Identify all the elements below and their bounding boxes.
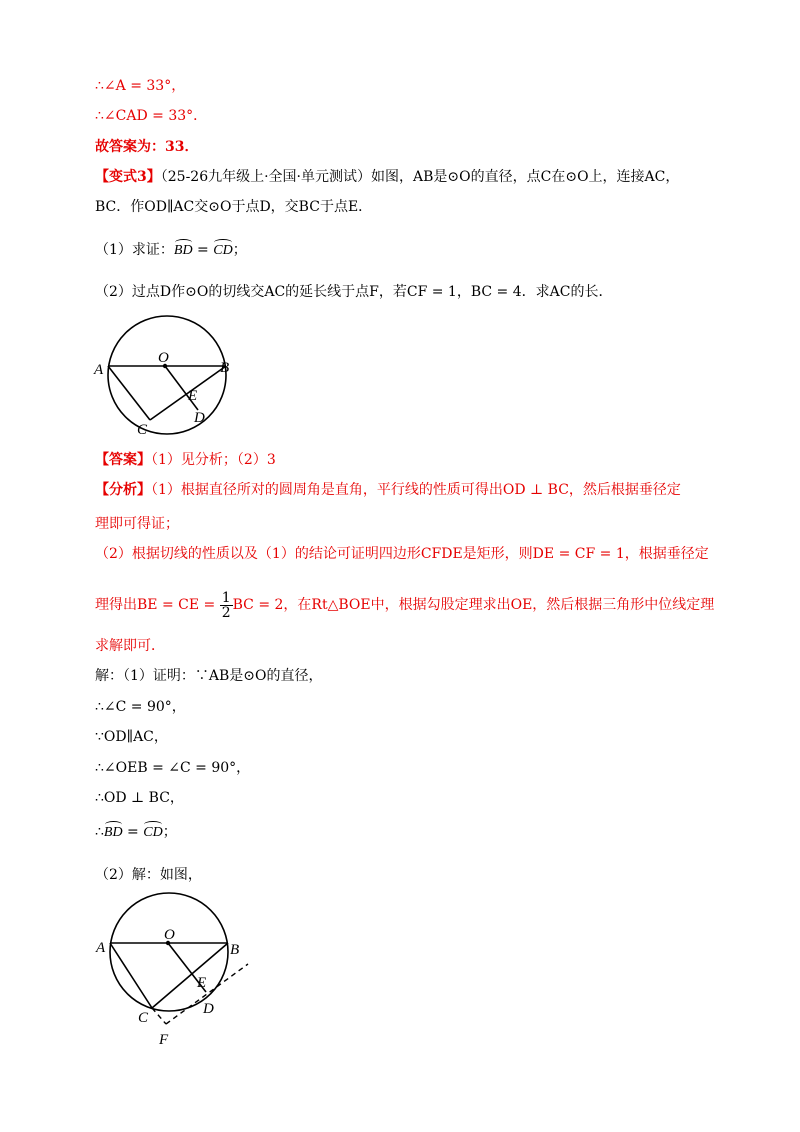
analysis-line-3: （2）根据切线的性质以及（1）的结论可证明四边形CFDE是矩形，则DE = CF = 1，根据垂径定 xyxy=(95,546,709,562)
fraction-one-half xyxy=(220,591,233,620)
figure-1-label-c: C xyxy=(137,422,148,438)
solution-line-3: ∵OD∥AC， xyxy=(95,729,168,745)
arc-cd: CD xyxy=(213,241,232,261)
prev-answer-line: 故答案为：33． xyxy=(95,139,199,155)
question-1-suffix: ； xyxy=(232,242,247,258)
analysis-tag: 【分析】 xyxy=(95,482,151,498)
figure-1-chord-ac xyxy=(108,366,150,420)
question-1-prefix: （1）求证： xyxy=(95,242,174,258)
problem-statement-1: 如图，AB是⊙O的直径，点C在⊙O上，连接AC， xyxy=(371,169,680,185)
figure-2-chord-bc xyxy=(152,943,228,1008)
figure-2-circle-diagram xyxy=(88,892,258,1052)
solution-arc-bd: BD xyxy=(104,823,123,843)
figure-1-label-e: E xyxy=(188,388,198,404)
analysis-text-4-rest: BC = 2，在Rt△BOE中，根据勾股定理求出OE，然后根据三角形中位线定理 xyxy=(232,597,715,613)
figure-2-label-b: B xyxy=(230,942,240,958)
analysis-line-2: 理即可得证； xyxy=(95,516,179,532)
solution-line-1: 解：（1）证明：∵AB是⊙O的直径， xyxy=(95,668,323,684)
figure-1-label-o: O xyxy=(158,350,169,366)
answer-text: （1）见分析；（2）3 xyxy=(151,452,276,468)
analysis-line-1 xyxy=(95,480,681,500)
solution-line-7: （2）解：如图， xyxy=(95,867,202,883)
question-2: （2）过点D作⊙O的切线交AC的延长线于点F，若CF = 1，BC = 4．求AC的长． xyxy=(95,284,613,300)
problem-line-1 xyxy=(95,167,679,187)
analysis-line-4 xyxy=(95,590,714,620)
figure-2-label-a: A xyxy=(96,940,106,956)
figure-2-label-o: O xyxy=(164,927,175,943)
problem-source: （25-26九年级上·全国·单元测试） xyxy=(160,169,372,185)
answer-line xyxy=(95,450,276,470)
variant-tag: 【变式3】 xyxy=(95,169,161,185)
solution-6-suffix: ； xyxy=(162,824,177,840)
analysis-line-5: 求解即可． xyxy=(95,638,165,654)
figure-2-label-f: F xyxy=(159,1032,169,1048)
solution-arc-cd: CD xyxy=(143,823,162,843)
figure-1-label-b: B xyxy=(220,360,230,376)
figure-2-chord-ac xyxy=(110,943,152,1008)
figure-2-label-d: D xyxy=(203,1001,214,1017)
answer-tag: 【答案】 xyxy=(95,452,151,468)
solution-6-prefix: ∴ xyxy=(95,824,104,840)
figure-2-label-c: C xyxy=(138,1010,149,1026)
figure-2-label-e: E xyxy=(197,975,207,991)
figure-1-circle-diagram xyxy=(88,314,248,438)
solution-line-2: ∴∠C = 90°， xyxy=(95,699,186,715)
analysis-text-1: （1）根据直径所对的圆周角是直角，平行线的性质可得出OD ⊥ BC，然后根据垂径定 xyxy=(151,482,681,498)
question-1 xyxy=(95,240,247,261)
fraction-numerator: 1 xyxy=(221,589,231,606)
solution-6-eq: = xyxy=(122,824,144,840)
fraction-denominator: 2 xyxy=(221,604,231,621)
question-1-eq: = xyxy=(192,242,214,258)
solution-line-5: ∴OD ⊥ BC， xyxy=(95,790,184,806)
prev-line-2: ∴∠CAD = 33°． xyxy=(95,108,208,124)
figure-1-label-d: D xyxy=(194,410,205,426)
prev-line-1: ∴∠A = 33°， xyxy=(95,78,186,94)
figure-1-label-a: A xyxy=(94,362,104,378)
figure-1-circle xyxy=(108,316,226,434)
solution-line-6 xyxy=(95,822,177,843)
solution-line-4: ∴∠OEB = ∠C = 90°， xyxy=(95,760,251,776)
arc-bd: BD xyxy=(174,241,193,261)
analysis-text-4-prefix: 理得出BE = CE = xyxy=(95,597,220,613)
problem-statement-2: BC．作OD∥AC交⊙O于点D，交BC于点E． xyxy=(95,199,373,215)
